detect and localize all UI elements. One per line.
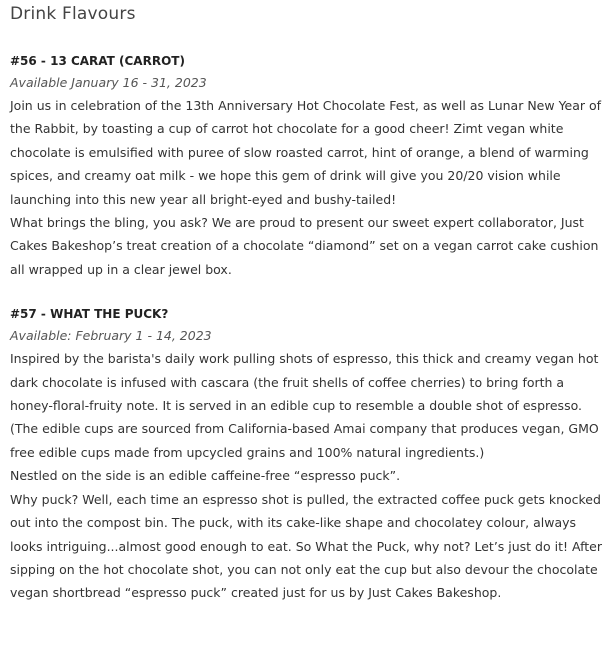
main-content bbox=[10, 0, 606, 605]
flavour-description: What brings the bling, you ask? We are proud to present our sweet expert collaborator, Just Cakes Bakeshop’s treat creation of a chocolate “diamond” set on a vegan carrot cake cushion all wrapped up in a clear jewel box. bbox=[10, 215, 599, 277]
flavour-description: Nestled on the side is an edible caffeine-free “espresso puck”. bbox=[10, 468, 401, 484]
flavour-description: Join us in celebration of the 13th Anniversary Hot Chocolate Fest, as well as Lunar New Year of the Rabbit, by toasting a cup of carrot hot chocolate for a good cheer! Zimt vegan white chocolate is emulsified with puree of slow roasted carrot, hint of orange, a blend of warming spices, and creamy oat milk - we hope this gem of drink will give you 20/20 vision while launching into this new year all bright-eyed and bushy-tailed! bbox=[10, 98, 602, 207]
flavour-title: #56 - 13 CARAT (CARROT) bbox=[10, 54, 185, 68]
availability-dates: Available: February 1 - 14, 2023 bbox=[10, 328, 212, 344]
availability-dates: Available January 16 - 31, 2023 bbox=[10, 75, 207, 90]
flavour-title: #57 - WHAT THE PUCK? bbox=[10, 307, 169, 322]
section-title: Drink Flavours bbox=[10, 4, 136, 24]
flavour-entry-57 bbox=[10, 304, 606, 604]
flavour-description: Why puck? Well, each time an espresso shot is pulled, the extracted coffee puck gets knocked out into the compost bin. The puck, with its cake-like shape and chocolatey colour, always looks intriguing...almost good enough to eat. So What the Puck, why not? Let’s just do it! After sipping on the hot chocolate shot, you can not only eat the cup but also devour the chocolate vegan shortbread “espresso puck” created just for us by Just Cakes Bakeshop. bbox=[10, 491, 602, 601]
flavour-entry-56 bbox=[10, 51, 606, 281]
flavour-description: Inspired by the barista's daily work pulling shots of espresso, this thick and creamy vegan hot dark chocolate is infused with cascara (the fruit shells of coffee cherries) to bring forth a honey-floral-fruity note. It is served in an edible cup to resemble a double shot of espresso. (The edible cups are sourced from California-based Amai company that produces vegan, GMO free edible cups made from upcycled grains and 100% natural ingredients.) bbox=[10, 351, 599, 460]
